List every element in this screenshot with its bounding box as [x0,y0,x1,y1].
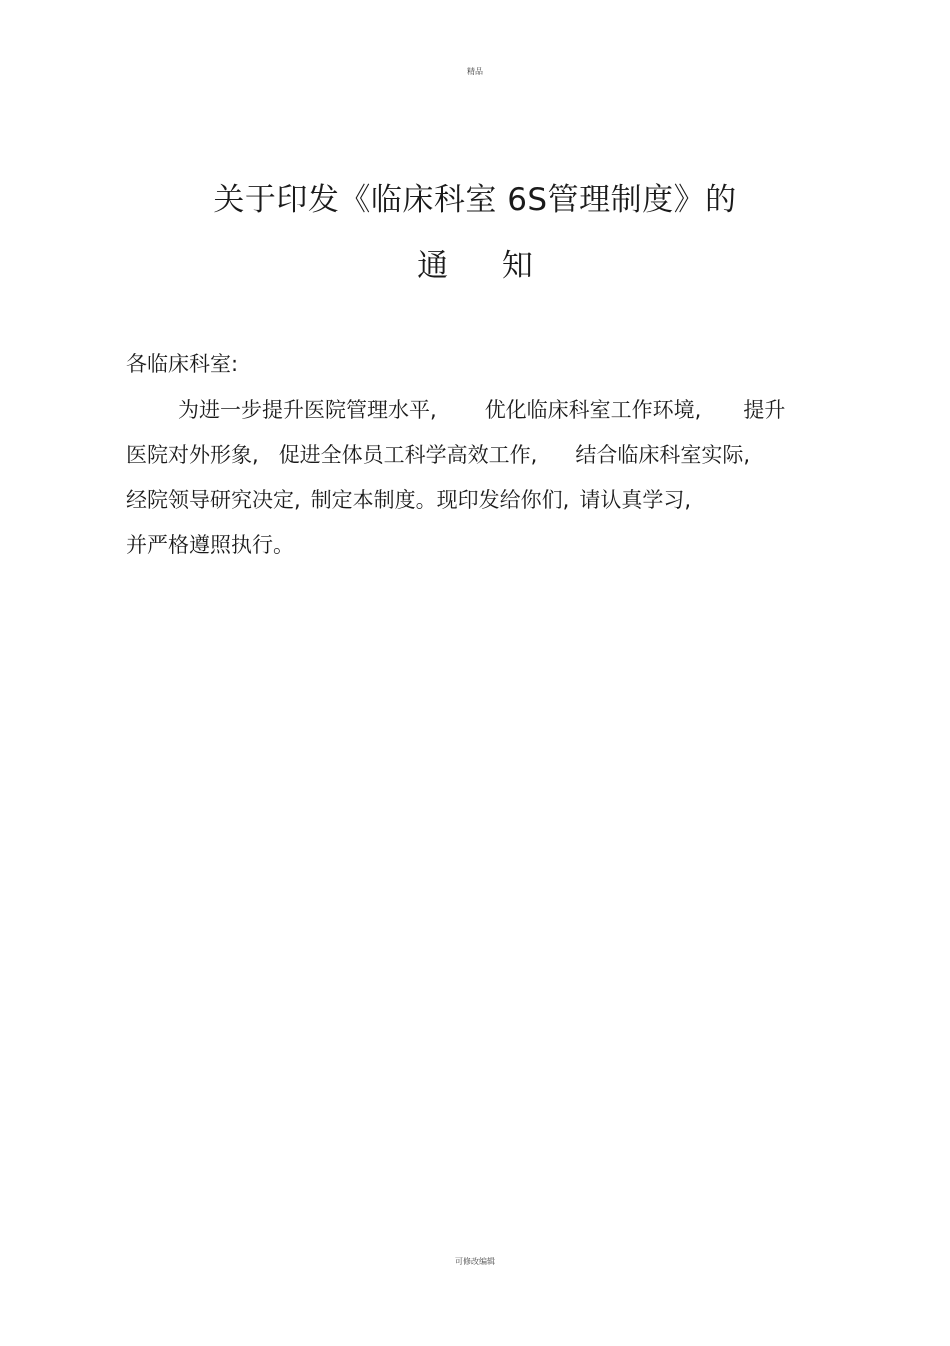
footer-watermark: 可修改编辑 [455,1257,495,1266]
body-text: 促进全体员工科学高效工作, [278,443,538,467]
body-text: 优化临床科室工作环境, [484,398,702,422]
body-paragraph-line-2 [126,439,750,469]
title-char-1: 通 [417,248,449,284]
title-char-2: 知 [501,248,533,284]
document-title: 关于印发《临床科室 6S管理制度》的 [213,182,737,218]
body-text: 经院领导研究决定, [126,488,301,512]
body-paragraph-line-3 [126,484,691,514]
body-text: 结合临床科室实际, [575,443,751,467]
body-paragraph-line-1 [178,394,785,424]
header-watermark: 精品 [467,67,483,76]
body-text: 提升 [743,398,786,422]
body-text: 制定本制度。现印发给你们, [310,488,570,512]
body-text: 为进一步提升医院管理水平, [178,398,437,422]
body-text: 医院对外形象, [126,443,259,467]
salutation: 各临床科室: [126,352,239,376]
body-text: 请认真学习, [579,488,692,512]
body-paragraph-line-4: 并严格遵照执行。 [126,533,294,557]
document-title-line2 [0,240,950,285]
